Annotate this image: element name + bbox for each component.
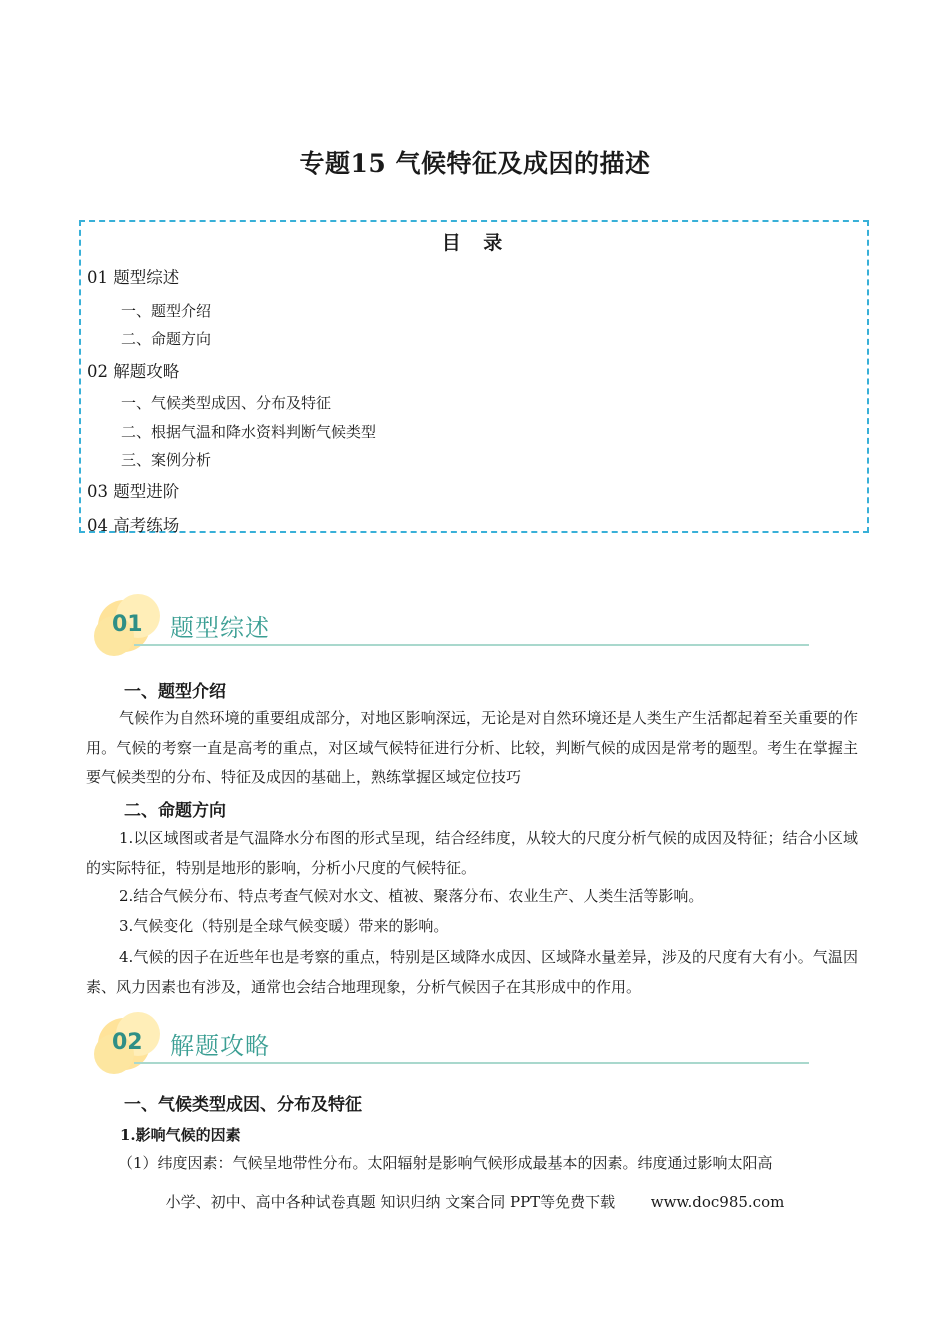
footer-text: 小学、初中、高中各种试卷真题 知识归纳 文案合同 PPT等免费下载	[165, 1193, 616, 1211]
section-divider	[134, 644, 809, 646]
section-banner-01	[94, 594, 814, 660]
strategy-subheading: 1.影响气候的因素	[120, 1126, 241, 1144]
direction-item: 4.气候的因子在近些年也是考察的重点，特别是区域降水成因、区域降水量差异，涉及的尺度有大有小。气温因素、风力因素也有涉及，通常也会结合地理现象，分析气候因子在其形成中的作用。	[86, 948, 858, 996]
toc-item[interactable]: 一、气候类型成因、分布及特征	[121, 394, 332, 412]
toc-item[interactable]: 二、命题方向	[121, 330, 212, 348]
direction-item: 2.结合气候分布、特点考查气候对水文、植被、聚落分布、农业生产、人类生活等影响。	[119, 887, 704, 905]
section-label: 解题攻略	[170, 1032, 270, 1060]
section-label: 题型综述	[170, 614, 270, 642]
section-divider	[134, 1062, 809, 1064]
footer-link[interactable]: www.doc985.com	[650, 1193, 785, 1211]
section-number: 01	[112, 612, 143, 637]
direction-item: 1.以区域图或者是气温降水分布图的形式呈现，结合经纬度，从较大的尺度分析气候的成因及特征；结合小区域的实际特征，特别是地形的影响，分析小尺度的气候特征。	[86, 829, 858, 877]
page-footer	[0, 1191, 950, 1212]
section-number: 02	[112, 1030, 143, 1055]
toc-item[interactable]: 三、案例分析	[121, 451, 212, 469]
strategy-heading: 一、气候类型成因、分布及特征	[124, 1095, 362, 1115]
intro-paragraph: 气候作为自然环境的重要组成部分，对地区影响深远，无论是对自然环境还是人类生产生活都起着至关重要的作用。气候的考察一直是高考的重点，对区域气候特征进行分析、比较，判断气候的成因是常考的题型。考生在掌握主要气候类型的分布、特征及成因的基础上，熟练掌握区域定位技巧	[86, 709, 858, 786]
toc-item[interactable]: 01 题型综述	[87, 268, 180, 287]
toc-item[interactable]: 02 解题攻略	[87, 362, 180, 381]
toc-item[interactable]: 二、根据气温和降水资料判断气候类型	[121, 423, 377, 441]
section-banner-02	[94, 1012, 814, 1078]
toc-heading: 目 录	[441, 232, 511, 254]
toc-item[interactable]: 一、题型介绍	[121, 302, 212, 320]
intro-heading: 一、题型介绍	[124, 682, 226, 702]
direction-item: 3.气候变化（特别是全球气候变暖）带来的影响。	[119, 917, 449, 935]
page-title: 专题15 气候特征及成因的描述	[299, 149, 651, 178]
toc-item[interactable]: 04 高考练场	[87, 516, 180, 535]
toc-item[interactable]: 03 题型进阶	[87, 482, 180, 501]
table-of-contents	[79, 220, 869, 533]
direction-heading: 二、命题方向	[124, 801, 226, 821]
strategy-paragraph: （1）纬度因素：气候呈地带性分布。太阳辐射是影响气候形成最基本的因素。纬度通过影响太阳高	[118, 1154, 773, 1172]
